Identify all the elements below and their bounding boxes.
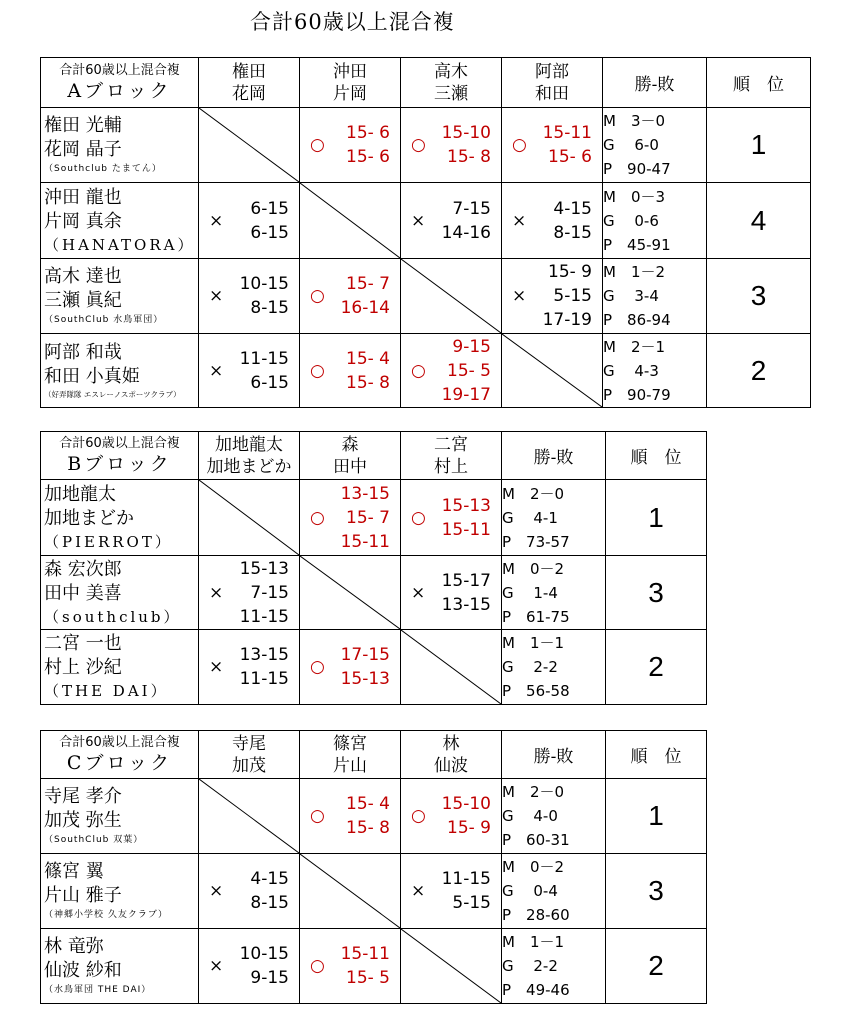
- game-scores: [341, 643, 390, 691]
- self-match-cell: [502, 334, 603, 408]
- table-row: [41, 929, 707, 1004]
- opponent-header: [401, 731, 502, 779]
- record-line: P 90-79: [603, 385, 671, 404]
- win-mark: ○: [411, 507, 426, 528]
- page-title: 合計60歳以上混合複: [250, 10, 455, 34]
- game-score: 15-11: [340, 944, 390, 964]
- player-cell: [41, 630, 199, 705]
- game-scores: [250, 867, 289, 915]
- table-row: [41, 854, 707, 929]
- table-row: [41, 779, 707, 854]
- diagonal-line: [401, 630, 501, 704]
- player-cell: [41, 480, 199, 556]
- loss-mark: ×: [209, 582, 224, 603]
- self-match-cell: [300, 183, 401, 259]
- block-header-cell: [41, 432, 199, 480]
- club-name: （THE DAI）: [44, 682, 169, 700]
- player-cell: [41, 854, 199, 929]
- game-scores: [442, 335, 491, 407]
- game-scores: [346, 347, 390, 395]
- game-score: 10-15: [239, 274, 289, 294]
- player-name: 加地龍太: [44, 483, 116, 505]
- self-match-cell: [199, 779, 300, 854]
- game-score: 15- 8: [447, 147, 491, 167]
- game-score: 15- 6: [346, 147, 390, 167]
- self-match-cell: [401, 259, 502, 334]
- game-scores: [442, 121, 491, 169]
- opponent-name: 篠宮: [333, 733, 367, 754]
- game-score: 5-15: [452, 893, 491, 913]
- rank-value: 3: [707, 259, 811, 334]
- rank-value: 3: [606, 556, 707, 630]
- player-cell: [41, 556, 199, 630]
- game-score: 8-15: [250, 893, 289, 913]
- club-name: （Southclub たまてん）: [44, 164, 162, 174]
- game-score: 11-15: [239, 669, 289, 689]
- loss-mark: ×: [512, 210, 527, 231]
- club-name: （神郷小学校 久友クラブ）: [44, 910, 168, 920]
- record-line: G 1-4: [502, 583, 558, 602]
- rank-value: 2: [606, 929, 707, 1004]
- record-header: 勝-敗: [502, 731, 606, 779]
- player-name: 寺尾 孝介: [44, 786, 122, 807]
- partner-name: 三瀬 眞紀: [44, 290, 122, 311]
- block-header-cell: [41, 731, 199, 779]
- block-label: Bブロック: [67, 453, 172, 475]
- loss-mark: ×: [209, 956, 224, 976]
- record-cell: [502, 556, 606, 630]
- game-score: 13-15: [441, 594, 491, 615]
- game-score: 4-15: [250, 869, 289, 889]
- opponent-name: 森: [341, 434, 359, 455]
- game-score: 6-15: [250, 372, 289, 393]
- partner-name: 和田 小真姫: [44, 365, 140, 387]
- loss-mark: ×: [411, 582, 426, 603]
- opponent-name: 加地まどか: [206, 456, 292, 477]
- opponent-header: [300, 731, 401, 779]
- match-result-cell: [401, 854, 502, 929]
- record-cell: [502, 480, 606, 556]
- rank-value: 1: [707, 108, 811, 183]
- player-name: 林 竜弥: [44, 936, 104, 957]
- player-name: 沖田 龍也: [44, 186, 122, 208]
- game-score: 9-15: [250, 968, 289, 988]
- record-cell: [603, 183, 707, 259]
- record-line: M 2－1: [603, 337, 666, 356]
- diagonal-line: [199, 108, 299, 182]
- rank-value: 2: [707, 334, 811, 408]
- block-b-table: [40, 431, 707, 705]
- partner-name: 村上 沙紀: [44, 657, 122, 678]
- game-scores: [442, 494, 491, 542]
- club-name: （SouthClub 双葉）: [44, 835, 144, 845]
- record-cell: [603, 259, 707, 334]
- match-result-cell: [199, 334, 300, 408]
- record-header: 勝-敗: [603, 58, 707, 108]
- self-match-cell: [401, 929, 502, 1004]
- record-line: G 6-0: [603, 136, 659, 154]
- opponent-header: [199, 432, 300, 480]
- game-score: 9-15: [452, 336, 491, 357]
- table-row: [41, 630, 707, 705]
- match-result-cell: [199, 630, 300, 705]
- record-cell: [603, 334, 707, 408]
- match-result-cell: [401, 779, 502, 854]
- match-result-cell: [199, 854, 300, 929]
- win-mark: ○: [411, 360, 426, 381]
- game-score: 15- 8: [346, 818, 390, 838]
- match-result-cell: [199, 556, 300, 630]
- record-line: G 4-3: [603, 361, 659, 380]
- match-result-cell: [502, 183, 603, 259]
- win-mark: ○: [310, 286, 325, 306]
- self-match-cell: [199, 108, 300, 183]
- opponent-header: [300, 58, 401, 108]
- game-scores: [240, 942, 289, 990]
- record-line: P 60-31: [502, 831, 570, 849]
- match-result-cell: [199, 259, 300, 334]
- match-result-cell: [300, 929, 401, 1004]
- game-score: 11-15: [239, 348, 289, 369]
- game-score: 15-11: [340, 531, 390, 552]
- game-scores: [442, 867, 491, 915]
- diagonal-line: [401, 929, 501, 1003]
- diagonal-line: [199, 480, 299, 555]
- record-line: P 49-46: [502, 981, 570, 999]
- opponent-name: 加茂: [232, 755, 266, 776]
- record-line: M 3－0: [603, 112, 666, 130]
- player-cell: [41, 108, 199, 183]
- match-result-cell: [401, 108, 502, 183]
- loss-mark: ×: [512, 286, 527, 306]
- game-score: 15-17: [441, 570, 491, 591]
- game-scores: [250, 197, 289, 245]
- record-cell: [502, 854, 606, 929]
- loss-mark: ×: [209, 286, 224, 306]
- block-label: Aブロック: [67, 80, 172, 102]
- self-match-cell: [401, 630, 502, 705]
- record-line: P 28-60: [502, 906, 570, 924]
- match-result-cell: [502, 108, 603, 183]
- record-line: G 0-4: [502, 882, 558, 900]
- game-scores: [543, 121, 592, 169]
- game-score: 15- 4: [346, 348, 390, 369]
- partner-name: 片山 雅子: [44, 885, 122, 906]
- game-scores: [346, 792, 390, 840]
- match-result-cell: [300, 259, 401, 334]
- block-a-table: [40, 57, 811, 408]
- loss-mark: ×: [209, 210, 224, 231]
- game-scores: [341, 942, 390, 990]
- opponent-name: 権田: [232, 61, 266, 82]
- opponent-name: 仙波: [434, 755, 468, 776]
- table-row: [41, 183, 811, 259]
- record-line: G 0-6: [603, 211, 659, 230]
- loss-mark: ×: [411, 210, 426, 231]
- game-score: 10-15: [239, 944, 289, 964]
- opponent-header: [502, 58, 603, 108]
- game-score: 15-13: [239, 558, 289, 579]
- rank-header: 順 位: [606, 432, 707, 480]
- player-cell: [41, 779, 199, 854]
- table-row: [41, 108, 811, 183]
- opponent-header: [300, 432, 401, 480]
- game-score: 13-15: [239, 645, 289, 665]
- record-line: P 56-58: [502, 682, 570, 700]
- game-score: 15-10: [441, 794, 491, 814]
- player-name: 二宮 一也: [44, 633, 122, 654]
- block-header-cell: [41, 58, 199, 108]
- game-score: 15-10: [441, 123, 491, 143]
- record-line: P 90-47: [603, 160, 671, 178]
- match-result-cell: [199, 183, 300, 259]
- diagonal-line: [502, 334, 602, 407]
- record-line: M 1－1: [502, 634, 565, 652]
- record-line: M 0－2: [502, 559, 565, 578]
- game-scores: [240, 272, 289, 320]
- record-cell: [502, 779, 606, 854]
- game-score: 15- 8: [346, 372, 390, 393]
- diagonal-line: [300, 854, 400, 928]
- rank-value: 4: [707, 183, 811, 259]
- game-score: 15- 6: [346, 123, 390, 143]
- game-score: 11-15: [239, 606, 289, 627]
- partner-name: 加地まどか: [44, 507, 134, 529]
- loss-mark: ×: [209, 657, 224, 677]
- record-line: M 0－3: [603, 187, 666, 206]
- game-scores: [341, 482, 390, 554]
- win-mark: ○: [310, 956, 325, 976]
- game-score: 19-17: [441, 384, 491, 405]
- game-score: 6-15: [250, 222, 289, 243]
- opponent-header: [401, 58, 502, 108]
- diagonal-line: [401, 259, 501, 333]
- player-name: 阿部 和哉: [44, 341, 122, 363]
- record-cell: [502, 630, 606, 705]
- club-name: （southclub）: [44, 607, 182, 626]
- player-cell: [41, 183, 199, 259]
- opponent-name: 高木: [434, 61, 468, 82]
- game-score: 15- 5: [346, 968, 390, 988]
- record-line: P 86-94: [603, 311, 671, 329]
- opponent-name: 寺尾: [232, 733, 266, 754]
- player-name: 森 宏次郎: [44, 558, 122, 580]
- match-result-cell: [300, 480, 401, 556]
- partner-name: 加茂 弥生: [44, 810, 122, 831]
- match-result-cell: [401, 480, 502, 556]
- game-score: 15-11: [441, 519, 491, 540]
- rank-header: 順 位: [606, 731, 707, 779]
- record-line: P 45-91: [603, 235, 671, 254]
- record-header: 勝-敗: [502, 432, 606, 480]
- game-scores: [442, 569, 491, 617]
- rank-header: 順 位: [707, 58, 811, 108]
- record-line: P 73-57: [502, 532, 570, 551]
- category-label: 合計60歳以上混合複: [59, 735, 180, 750]
- player-name: 高木 達也: [44, 266, 122, 287]
- club-name: （水鳥軍団 THE DAI）: [44, 985, 152, 995]
- game-score: 8-15: [553, 222, 592, 243]
- game-score: 16-14: [340, 298, 390, 318]
- opponent-name: 加地龍太: [215, 434, 283, 455]
- opponent-name: 片岡: [333, 83, 367, 104]
- game-scores: [346, 121, 390, 169]
- club-name: （PIERROT）: [44, 532, 173, 551]
- rank-value: 1: [606, 779, 707, 854]
- game-score: 8-15: [250, 298, 289, 318]
- loss-mark: ×: [209, 360, 224, 381]
- opponent-name: 沖田: [333, 61, 367, 82]
- record-line: G 4-1: [502, 508, 558, 527]
- rank-value: 2: [606, 630, 707, 705]
- game-scores: [553, 197, 592, 245]
- match-result-cell: [300, 108, 401, 183]
- win-mark: ○: [512, 135, 527, 155]
- game-score: 15-13: [441, 495, 491, 516]
- rank-value: 3: [606, 854, 707, 929]
- match-result-cell: [300, 779, 401, 854]
- opponent-header: [199, 731, 300, 779]
- rank-value: 1: [606, 480, 707, 556]
- win-mark: ○: [310, 507, 325, 528]
- record-line: M 0－2: [502, 858, 565, 876]
- opponent-name: 二宮: [434, 434, 468, 455]
- game-score: 15- 7: [346, 507, 390, 528]
- game-score: 15- 9: [548, 262, 592, 282]
- opponent-name: 三瀬: [434, 83, 468, 104]
- diagonal-line: [199, 779, 299, 853]
- game-score: 15- 4: [346, 794, 390, 814]
- self-match-cell: [199, 480, 300, 556]
- game-scores: [442, 792, 491, 840]
- match-result-cell: [401, 183, 502, 259]
- block-c-table: [40, 730, 707, 1004]
- win-mark: ○: [411, 135, 426, 155]
- club-name: （好弄隊隊 エスレーノスポーツクラブ）: [44, 389, 181, 399]
- diagonal-line: [300, 183, 400, 258]
- match-result-cell: [401, 556, 502, 630]
- table-row: [41, 480, 707, 556]
- record-line: G 2-2: [502, 658, 558, 676]
- win-mark: ○: [310, 657, 325, 677]
- partner-name: 田中 美喜: [44, 582, 122, 604]
- opponent-name: 花岡: [232, 83, 266, 104]
- match-result-cell: [502, 259, 603, 334]
- self-match-cell: [300, 556, 401, 630]
- category-label: 合計60歳以上混合複: [59, 63, 180, 78]
- diagonal-line: [300, 556, 400, 629]
- category-label: 合計60歳以上混合複: [59, 436, 180, 451]
- match-result-cell: [300, 630, 401, 705]
- record-line: M 1－2: [603, 263, 666, 281]
- opponent-name: 片山: [333, 755, 367, 776]
- player-name: 篠宮 翼: [44, 861, 104, 882]
- game-scores: [341, 272, 390, 320]
- self-match-cell: [300, 854, 401, 929]
- partner-name: 片岡 真余: [44, 210, 122, 232]
- record-line: P 61-75: [502, 607, 570, 626]
- win-mark: ○: [310, 135, 325, 155]
- game-score: 13-15: [340, 483, 390, 504]
- game-score: 7-15: [250, 582, 289, 603]
- win-mark: ○: [310, 360, 325, 381]
- win-mark: ○: [411, 806, 426, 826]
- game-score: 15- 6: [548, 147, 592, 167]
- partner-name: 花岡 晶子: [44, 139, 122, 160]
- player-name: 権田 光輔: [44, 115, 122, 136]
- opponent-header: [199, 58, 300, 108]
- table-row: [41, 259, 811, 334]
- game-scores: [240, 557, 289, 629]
- player-cell: [41, 929, 199, 1004]
- block-label: Cブロック: [66, 752, 173, 774]
- opponent-name: 田中: [333, 456, 367, 477]
- club-name: （SouthClub 水鳥軍団）: [44, 315, 164, 325]
- win-mark: ○: [310, 806, 325, 826]
- game-scores: [240, 643, 289, 691]
- record-line: M 2－0: [502, 783, 565, 801]
- game-score: 11-15: [441, 869, 491, 889]
- opponent-name: 林: [442, 733, 460, 754]
- club-name: （HANATORA）: [44, 235, 196, 254]
- partner-name: 仙波 紗和: [44, 960, 122, 981]
- record-line: G 3-4: [603, 287, 659, 305]
- game-score: 15-11: [542, 123, 592, 143]
- game-scores: [442, 197, 491, 245]
- game-score: 4-15: [553, 198, 592, 219]
- game-score: 15-13: [340, 669, 390, 689]
- opponent-name: 阿部: [535, 61, 569, 82]
- table-row: [41, 334, 811, 408]
- opponent-name: 村上: [434, 456, 468, 477]
- match-result-cell: [199, 929, 300, 1004]
- record-line: G 2-2: [502, 957, 558, 975]
- game-score: 15- 9: [447, 818, 491, 838]
- game-score: 17-15: [340, 645, 390, 665]
- record-line: G 4-0: [502, 807, 558, 825]
- table-row: [41, 556, 707, 630]
- match-result-cell: [300, 334, 401, 408]
- game-scores: [240, 347, 289, 395]
- player-cell: [41, 259, 199, 334]
- record-cell: [502, 929, 606, 1004]
- loss-mark: ×: [209, 881, 224, 901]
- player-cell: [41, 334, 199, 408]
- game-score: 15- 7: [346, 274, 390, 294]
- game-score: 5-15: [553, 286, 592, 306]
- record-cell: [603, 108, 707, 183]
- game-score: 6-15: [250, 198, 289, 219]
- game-score: 15- 5: [447, 360, 491, 381]
- opponent-name: 和田: [535, 83, 569, 104]
- game-score: 17-19: [542, 310, 592, 330]
- loss-mark: ×: [411, 881, 426, 901]
- game-score: 7-15: [452, 198, 491, 219]
- record-line: M 1－1: [502, 933, 565, 951]
- record-line: M 2－0: [502, 484, 565, 503]
- opponent-header: [401, 432, 502, 480]
- game-score: 14-16: [441, 222, 491, 243]
- match-result-cell: [401, 334, 502, 408]
- game-scores: [543, 260, 592, 332]
